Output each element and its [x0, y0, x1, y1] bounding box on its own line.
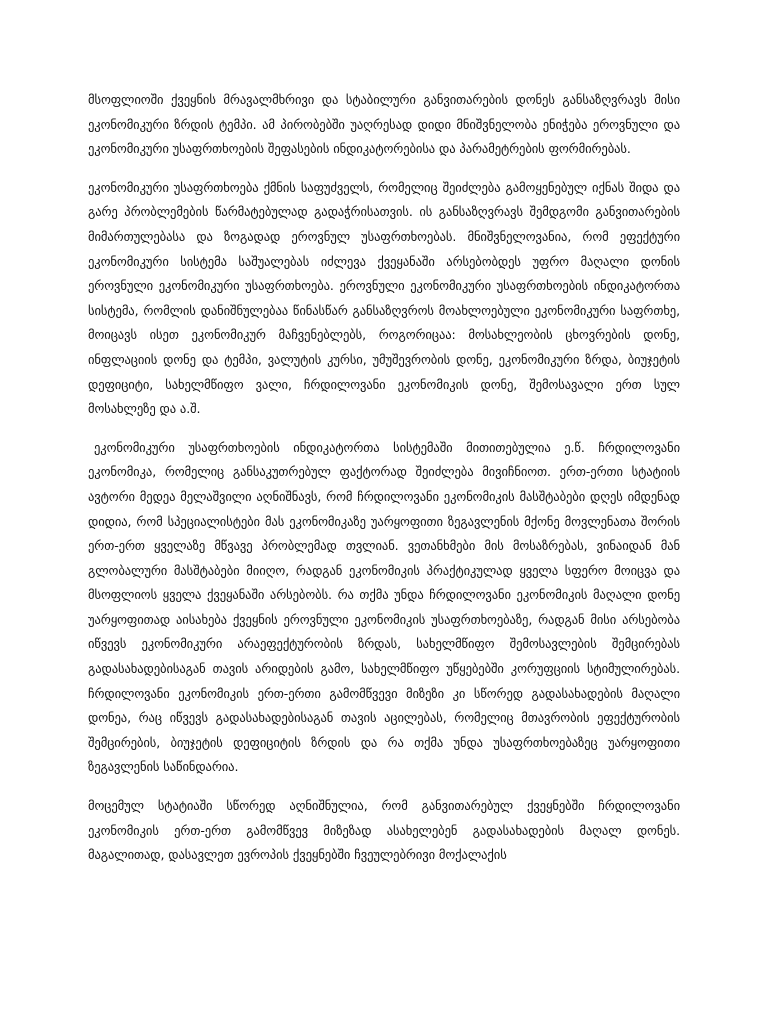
paragraph-4: მოცემულ სტატიაში სწორედ აღნიშნულია, რომ განვითარებულ ქვეყნებში ჩრდილოვანი ეკონომიკის ერთ-ერთ გამომწვევ მიზეზად ასახელებენ გადასახადების მაღალ დონეს. მაგალითად, დასავლეთ ევროპის ქვეყნებში ჩვეულებრივი მოქალაქის — [88, 798, 680, 863]
paragraph-3: ეკონომიკური უსაფრთხოების ინდიკატორთა სისტემაში მითითებულია ე.წ. ჩრდილოვანი ეკონომიკა, რომელიც განსაკუთრებულ ფაქტორად შეიძლება მივიჩნიოთ. ერთ-ერთი სტატიის ავტორი მედეა მელაშვილი აღნიშნავს, რომ ჩრდილოვანი ეკონომიკის მასშტაბები დღეს იმდენად დიდია, რომ სპეციალისტები მას ეკონომიკაზე უარყოფითი ზეგავლენის მქონე მოვლენათა შორის ერთ-ერთ ყველაზე მწვავე პრობლემად თვლიან. ვეთანხმები მის მოსაზრებას, ვინაიდან მან გლობალური მასშტაბები მიიღო, რადგან ეკონომიკის პრაქტიკულად ყველა სფერო მოიცვა და მსოფლიოს ყველა ქვეყანაში არსებობს. რა თქმა უნდა ჩრდილოვანი ეკონომიკის მაღალი დონე უარყოფითად აისახება ქვეყნის ეროვნული ეკონომიკის უსაფრთხოებაზე, რადგან მისი არსებობა იწვევს ეკონომიკური არაეფექტურობის ზრდას, სახელმწიფო შემოსავლების შემცირებას გადასახადებისაგან თავის არიდების გამო, სახელმწიფო უწყებებში კორუფციის სტიმულირებას. ჩრდილოვანი ეკონომიკის ერთ-ერთი გამომწვევი მიზეზი კი სწორედ გადასახადების მაღალი დონეა, რაც იწვევს გადასახადებისაგან თავის აცილებას, რომელიც მთავრობის ეფექტურობის შემცირების, ბიუჯეტის დეფიციტის ზრდის და რა თქმა უნდა უსაფრთხოებაზეც უარყოფითი ზეგავლენის საწინდარია. — [88, 439, 680, 775]
document-page — [88, 88, 680, 882]
paragraph-1: მსოფლიოში ქვეყნის მრავალმხრივი და სტაბილური განვითარების დონეს განსაზღვრავს მისი ეკონომიკური ზრდის ტემპი. ამ პირობებში უაღრესად დიდი მნიშვნელობა ენიჭება ეროვნული და ეკონომიკური უსაფრთხოების შეფასების ინდიკატორებისა და პარამეტრების ფორმირებას. — [88, 92, 680, 157]
paragraph-2: ეკონომიკური უსაფრთხოება ქმნის საფუძველს, რომელიც შეიძლება გამოყენებულ იქნას შიდა და გარე პრობლემების წარმატებულად გადაჭრისათვის. ის განსაზღვრავს შემდგომი განვითარების მიმართულებასა და ზოგადად ეროვნულ უსაფრთხოებას. მნიშვნელოვანია, რომ ეფექტური ეკონომიკური სისტემა საშუალებას იძლევა ქვეყანაში არსებობდეს უფრო მაღალი დონის ეროვნული ეკონომიკური უსაფრთხოება. ეროვნული ეკონომიკური უსაფრთხოების ინდიკატორთა სისტემა, რომლის დანიშნულებაა წინასწარ განსაზღვროს მოახლოებული ეკონომიკური საფრთხე, მოიცავს ისეთ ეკონომიკურ მაჩვენებლებს, როგორიცაა: მოსახლეობის ცხოვრების დონე, ინფლაციის დონე და ტემპი, ვალუტის კურსი, უმუშევრობის დონე, ეკონომიკური ზრდა, ბიუჯეტის დეფიციტი, სახელმწიფო ვალი, ჩრდილოვანი ეკონომიკის დონე, შემოსავალი ერთ სულ მოსახლეზე და ა.შ. — [88, 179, 680, 417]
